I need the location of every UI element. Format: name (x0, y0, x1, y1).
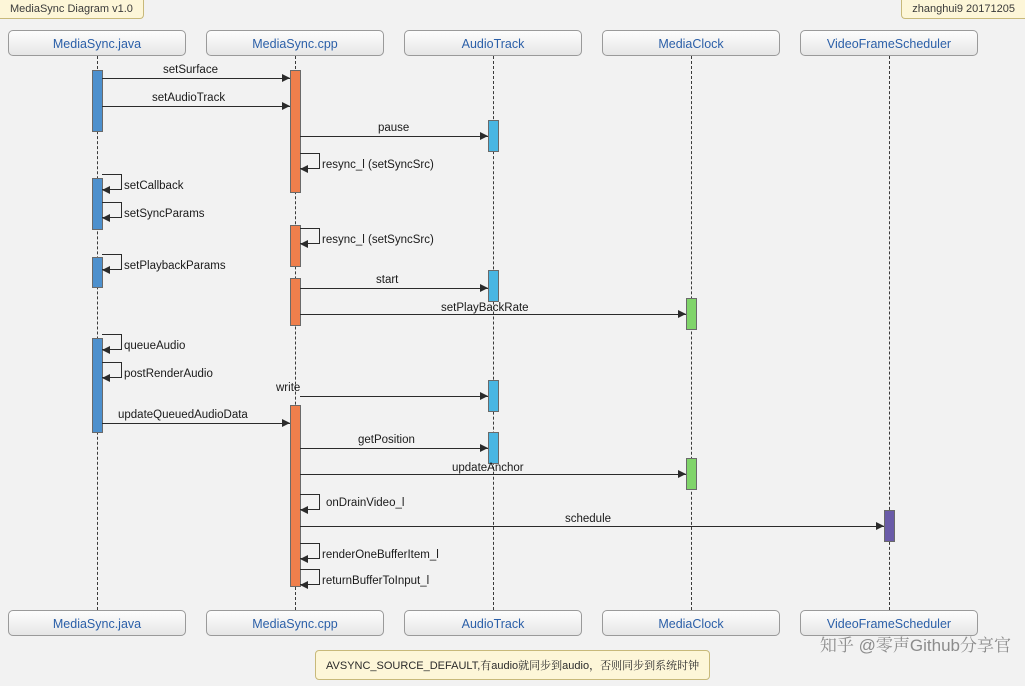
lifeline-footer-0[interactable]: MediaSync.java (8, 610, 186, 636)
message-label-8: start (376, 274, 399, 286)
message-arrowhead-13 (282, 419, 290, 427)
message-arrowhead-18 (300, 555, 308, 563)
lifeline-footer-3[interactable]: MediaClock (602, 610, 780, 636)
message-arrowhead-3 (300, 165, 308, 173)
lifeline-header-1[interactable]: MediaSync.cpp (206, 30, 384, 56)
message-label-3: resync_l (setSyncSrc) (322, 159, 434, 171)
activation-bar-cpp-a1 (290, 70, 301, 193)
message-label-7: setPlaybackParams (124, 260, 226, 272)
diagram-note: AVSYNC_SOURCE_DEFAULT,有audio就同步到audio，否则同步到系统时钟 (315, 650, 710, 680)
diagram-author-tab: zhanghui9 20171205 (901, 0, 1025, 19)
message-arrowhead-8 (480, 284, 488, 292)
message-label-16: onDrainVideo_l (326, 497, 405, 509)
watermark-label: 知乎 @零声Github分享官 (819, 636, 1011, 655)
message-label-13: updateQueuedAudioData (118, 409, 248, 421)
sequence-diagram-canvas (0, 20, 1025, 686)
message-arrowhead-12 (480, 392, 488, 400)
message-label-0: setSurface (163, 64, 218, 76)
message-arrowhead-9 (678, 310, 686, 318)
lifeline-footer-4[interactable]: VideoFrameScheduler (800, 610, 978, 636)
lifeline-line-0 (97, 56, 98, 610)
message-label-1: setAudioTrack (152, 92, 226, 104)
message-label-4: setCallback (124, 180, 184, 192)
message-label-14: getPosition (358, 434, 415, 446)
message-line-2 (300, 136, 488, 137)
lifeline-header-0[interactable]: MediaSync.java (8, 30, 186, 56)
message-label-18: renderOneBufferItem_l (322, 549, 439, 561)
activation-bar-java-a1 (92, 70, 103, 132)
message-arrowhead-2 (480, 132, 488, 140)
message-arrowhead-6 (300, 240, 308, 248)
message-line-12 (300, 396, 488, 397)
message-label-5: setSyncParams (124, 208, 205, 220)
message-arrowhead-14 (480, 444, 488, 452)
message-label-12: write (276, 382, 301, 394)
message-arrowhead-15 (678, 470, 686, 478)
activation-bar-mc-a2 (686, 458, 697, 490)
lifeline-header-4[interactable]: VideoFrameScheduler (800, 30, 978, 56)
message-label-9: setPlayBackRate (441, 302, 529, 314)
message-line-14 (300, 448, 488, 449)
message-line-9 (300, 314, 686, 315)
message-arrowhead-10 (102, 346, 110, 354)
message-line-1 (102, 106, 290, 107)
activation-bar-cpp-a3 (290, 278, 301, 326)
message-label-2: pause (378, 122, 410, 134)
message-label-19: returnBufferToInput_l (322, 575, 430, 587)
message-arrowhead-5 (102, 214, 110, 222)
message-arrowhead-17 (876, 522, 884, 530)
lifeline-footer-2[interactable]: AudioTrack (404, 610, 582, 636)
message-arrowhead-16 (300, 506, 308, 514)
activation-bar-at-a2 (488, 270, 499, 302)
message-arrowhead-1 (282, 102, 290, 110)
message-line-17 (300, 526, 884, 527)
message-arrowhead-19 (300, 581, 308, 589)
message-line-0 (102, 78, 290, 79)
message-label-15: updateAnchor (452, 462, 524, 474)
message-line-13 (102, 423, 290, 424)
activation-bar-at-a1 (488, 120, 499, 152)
lifeline-footer-1[interactable]: MediaSync.cpp (206, 610, 384, 636)
activation-bar-at-a3 (488, 380, 499, 412)
activation-bar-vfs-a1 (884, 510, 895, 542)
lifeline-header-3[interactable]: MediaClock (602, 30, 780, 56)
message-arrowhead-11 (102, 374, 110, 382)
message-label-10: queueAudio (124, 340, 186, 352)
activation-bar-at-a4 (488, 432, 499, 464)
activation-bar-mc-a1 (686, 298, 697, 330)
message-line-8 (300, 288, 488, 289)
message-label-6: resync_l (setSyncSrc) (322, 234, 434, 246)
diagram-title-tab: MediaSync Diagram v1.0 (0, 0, 144, 19)
message-label-11: postRenderAudio (124, 368, 213, 380)
message-line-15 (300, 474, 686, 475)
message-label-17: schedule (565, 513, 612, 525)
message-arrowhead-4 (102, 186, 110, 194)
message-arrowhead-7 (102, 266, 110, 274)
message-arrowhead-0 (282, 74, 290, 82)
lifeline-header-2[interactable]: AudioTrack (404, 30, 582, 56)
